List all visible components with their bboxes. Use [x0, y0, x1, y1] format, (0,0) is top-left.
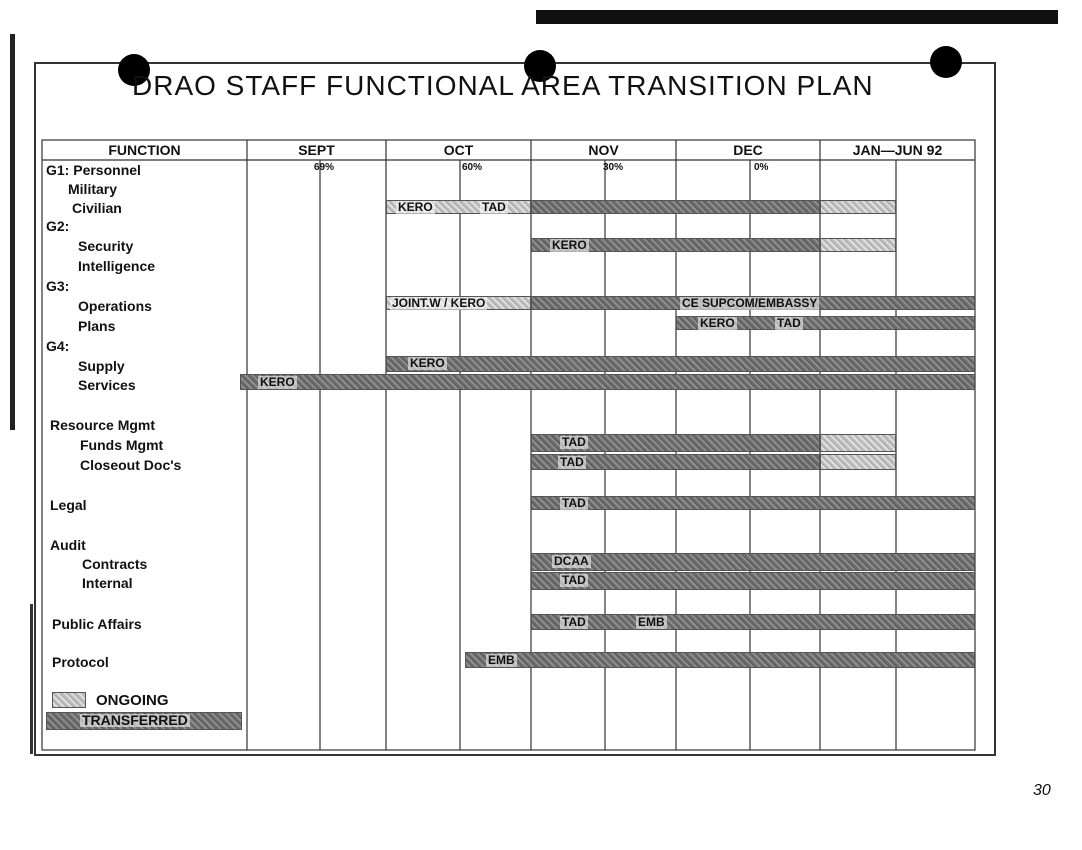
- bar-services: [240, 374, 975, 390]
- bar-label-funds-tad: TAD: [562, 435, 586, 449]
- row-label-intelligence: Intelligence: [78, 258, 156, 274]
- row-label-audit: Audit: [50, 537, 86, 553]
- row-label-civilian: Civilian: [72, 200, 122, 216]
- row-label-contracts: Contracts: [82, 556, 148, 572]
- row-label-g3: G3:: [46, 278, 70, 294]
- bar-label-civilian-tad: TAD: [482, 200, 506, 214]
- legend-ongoing-label: ONGOING: [96, 692, 169, 709]
- header-function: FUNCTION: [108, 142, 181, 158]
- bar-label-civilian-kero: KERO: [398, 200, 433, 214]
- bar-label-public-tad: TAD: [562, 615, 586, 629]
- pct-sept: 69%: [314, 162, 335, 173]
- bar-public-affairs: [531, 614, 975, 630]
- legend-transferred-label: TRANSFERRED: [82, 712, 188, 728]
- row-label-public-affairs: Public Affairs: [52, 616, 142, 632]
- bar-protocol: [465, 652, 975, 668]
- page-number: 30: [1033, 782, 1051, 799]
- bar-legal: [531, 496, 975, 510]
- bar-label-supply-kero: KERO: [410, 356, 445, 370]
- bar-internal: [531, 572, 975, 590]
- pct-dec: 0%: [754, 162, 769, 173]
- bar-closeout-jan: [820, 454, 896, 470]
- row-label-protocol: Protocol: [52, 654, 109, 670]
- row-label-closeout-docs: Closeout Doc's: [80, 457, 182, 473]
- row-label-operations: Operations: [78, 298, 152, 314]
- header-nov: NOV: [588, 142, 619, 158]
- bar-supply: [386, 356, 975, 372]
- header-oct: OCT: [443, 142, 474, 158]
- header-dec: DEC: [733, 142, 763, 158]
- bar-label-contracts-dcaa: DCAA: [554, 554, 589, 568]
- page-title: DRAO STAFF FUNCTIONAL AREA TRANSITION PLAN: [132, 70, 874, 101]
- row-label-g4: G4:: [46, 338, 70, 354]
- header-sept: SEPT: [298, 142, 335, 158]
- bar-label-closeout-tad: TAD: [560, 455, 584, 469]
- bar-security-jan: [820, 238, 896, 252]
- legend-ongoing-swatch: [52, 692, 86, 708]
- header-jan-jun: JAN—JUN 92: [852, 142, 943, 158]
- row-label-g2: G2:: [46, 218, 70, 234]
- bar-label-services-kero: KERO: [260, 375, 295, 389]
- bar-label-operations-ce: CE SUPCOM/EMBASSY: [682, 296, 818, 310]
- pct-nov: 30%: [603, 162, 624, 173]
- bar-contracts: [531, 553, 975, 571]
- row-label-g1: G1: Personnel: [46, 162, 141, 178]
- bar-label-internal-tad: TAD: [562, 573, 586, 587]
- row-label-supply: Supply: [78, 358, 125, 374]
- row-label-legal: Legal: [50, 497, 87, 513]
- bar-label-legal-tad: TAD: [562, 496, 586, 510]
- row-label-internal: Internal: [82, 575, 133, 591]
- row-label-plans: Plans: [78, 318, 116, 334]
- bar-civilian-jan: [820, 200, 896, 214]
- bar-civilian-nov-dec: [531, 200, 820, 214]
- row-label-military: Military: [68, 181, 118, 197]
- bar-label-plans-tad: TAD: [777, 316, 801, 330]
- row-label-security: Security: [78, 238, 134, 254]
- bar-label-operations-joint: JOINT.W / KERO: [392, 296, 486, 310]
- pct-oct: 60%: [462, 162, 483, 173]
- bar-label-plans-kero: KERO: [700, 316, 735, 330]
- bar-label-protocol-emb: EMB: [488, 653, 515, 667]
- bar-label-security-kero: KERO: [552, 238, 587, 252]
- bar-label-public-emb: EMB: [638, 615, 665, 629]
- row-label-funds-mgmt: Funds Mgmt: [80, 437, 164, 453]
- row-label-resource-mgmt: Resource Mgmt: [50, 417, 156, 433]
- row-label-services: Services: [78, 377, 136, 393]
- bar-funds-jan: [820, 434, 896, 452]
